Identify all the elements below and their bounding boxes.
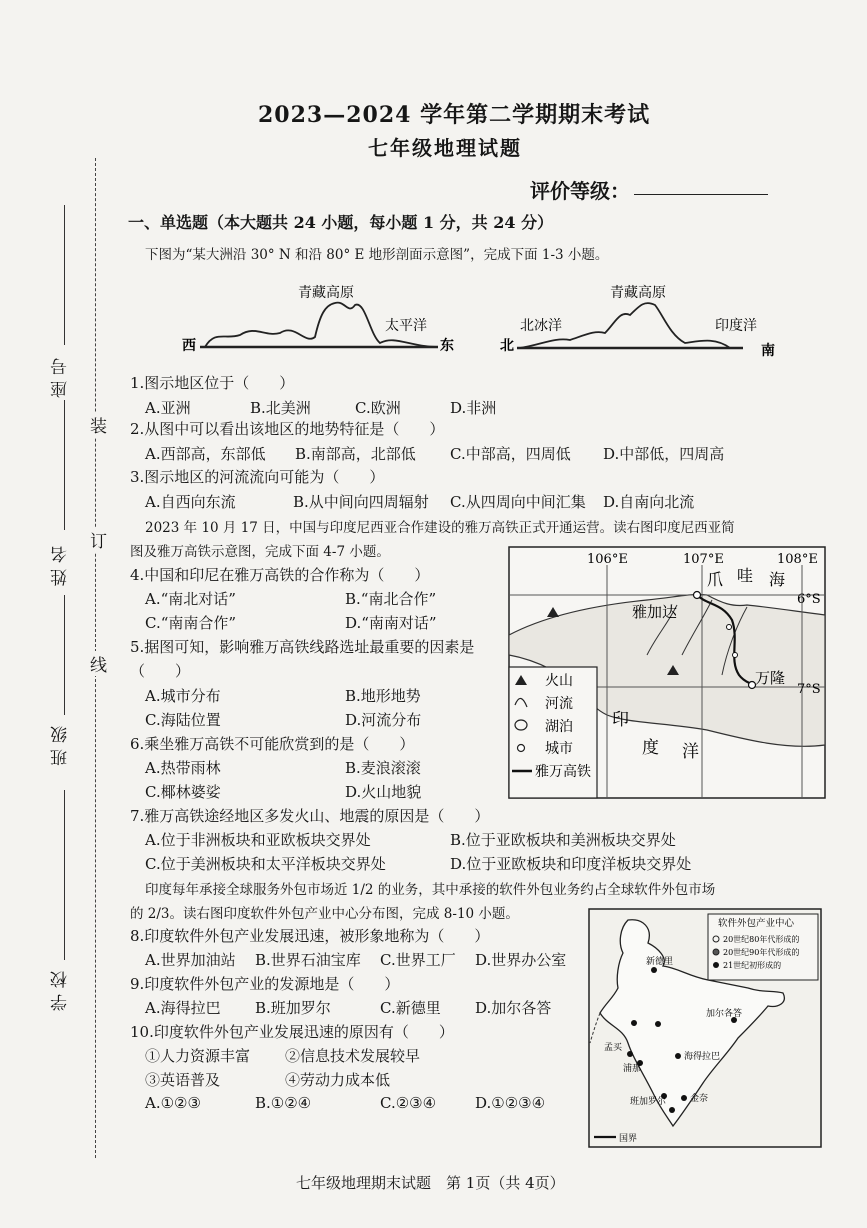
q8-option-a[interactable]: A.世界加油站 [145,951,236,969]
svg-text:浦那: 浦那 [623,1064,642,1074]
q10-item-1: ①人力资源丰富 [145,1047,251,1065]
passage-3-line-1: 印度每年承接全球服务外包市场近 1/2 的业务，其中承接的软件外包业务约占全球软件外包市场 [145,882,716,898]
svg-text:火山: 火山 [545,673,573,689]
svg-text:河流: 河流 [545,696,573,712]
svg-text:金奈: 金奈 [690,1094,709,1104]
svg-text:湖泊: 湖泊 [545,719,573,735]
q10-option-b[interactable]: B.①②④ [255,1094,312,1112]
q5-option-b[interactable]: B.地形地势 [345,687,421,705]
peak-label: 青藏高原 [298,285,354,301]
exam-subtitle: 七年级地理试题 [368,136,522,160]
q3-option-b[interactable]: B.从中间向四周辐射 [293,493,429,511]
q10-option-d[interactable]: D.①②③④ [475,1094,546,1112]
class-blank[interactable] [64,595,65,715]
seat-number-label: 座号 [51,352,71,398]
q5-option-a[interactable]: A.城市分布 [145,687,221,705]
question-4: 4.中国和印尼在雅万高铁的合作称为（ ） [130,566,430,584]
legend-90s-icon [713,949,719,955]
question-5: 5.据图可知，影响雅万高铁线路选址最重要的因素是 [130,638,475,656]
svg-text:21世纪初形成的: 21世纪初形成的 [723,961,782,970]
q3-option-d[interactable]: D.自南向北流 [603,493,695,511]
lon-108-label: 108°E [777,552,818,567]
q4-option-c[interactable]: C.“南南合作” [145,614,237,632]
exam-title: 2023—2024 学年第二学期期末考试 [258,102,651,128]
question-10: 10.印度软件外包产业发展迅速的原因有（ ） [130,1023,454,1041]
q10-option-c[interactable]: C.②③④ [380,1094,437,1112]
q2-option-a[interactable]: A.西部高，东部低 [145,445,266,463]
svg-text:新德里: 新德里 [646,957,674,967]
q6-option-d[interactable]: D.火山地貌 [345,783,422,801]
dot-icon [631,1020,637,1026]
q10-option-a[interactable]: A.①②③ [145,1094,201,1112]
passage-3-line-2: 的 2/3。读右图印度软件外包产业中心分布图，完成 8-10 小题。 [130,906,519,922]
q6-option-b[interactable]: B.麦浪滚滚 [345,759,421,777]
pacific-label: 太平洋 [385,318,427,334]
q4-option-d[interactable]: D.“南南对话” [345,614,437,632]
peak-label: 青藏高原 [610,285,666,301]
map2-legend-title: 软件外包产业中心 [718,918,795,929]
q7-option-d[interactable]: D.位于亚欧板块和印度洋板块交界处 [450,855,692,873]
svg-text:孟买: 孟买 [604,1043,623,1053]
city-new-delhi-dot [651,967,657,973]
bandung-label: 万隆 [755,669,786,687]
name-blank[interactable] [64,400,65,530]
q6-option-a[interactable]: A.热带雨林 [145,759,221,777]
profile-intro: 下图为“某大洲沿 30° N 和沿 80° E 地形剖面示意图”，完成下面 1-3 小题。 [145,247,609,263]
q10-item-3: ③英语普及 [145,1071,221,1089]
west-label: 西 [182,338,196,354]
page-footer: 七年级地理期末试题 第 1页（共 4页） [296,1174,565,1192]
svg-text:城市: 城市 [545,741,573,757]
school-blank[interactable] [64,790,65,960]
legend-2000s-icon [713,962,719,968]
city-icon [694,592,701,599]
city-icon [727,625,732,630]
q7-option-b[interactable]: B.位于亚欧板块和美洲板块交界处 [450,831,676,849]
q3-option-a[interactable]: A.自西向东流 [145,493,236,511]
svg-text:班加罗尔: 班加罗尔 [630,1097,667,1107]
q10-item-2: ②信息技术发展较早 [285,1047,421,1065]
jakarta-label: 雅加达 [632,603,678,621]
city-hyderabad-dot [675,1053,681,1059]
profile-80e-diagram [495,275,785,360]
section-heading: 一、单选题（本大题共 24 小题，每小题 1 分，共 24 分） [128,213,554,232]
lat-7-label: 7°S [797,682,821,697]
question-6: 6.乘坐雅万高铁不可能欣赏到的是（ ） [130,735,415,753]
question-5-blank: （ ） [130,662,191,680]
q3-option-c[interactable]: C.从四周向中间汇集 [450,493,586,511]
q1-option-d[interactable]: D.非洲 [450,399,497,417]
class-label: 班级 [51,720,71,766]
q9-option-b[interactable]: B.班加罗尔 [255,999,331,1017]
q5-option-c[interactable]: C.海陆位置 [145,711,221,729]
indonesia-map [507,545,827,800]
question-3: 3.图示地区的河流流向可能为（ ） [130,468,385,486]
north-label: 北 [500,338,514,354]
passage-2-line-2: 图及雅万高铁示意图，完成下面 4-7 小题。 [130,544,390,560]
name-label: 姓名 [51,540,71,586]
lat-6-label: 6°S [797,592,821,607]
lon-106-label: 106°E [587,552,628,567]
q9-option-a[interactable]: A.海得拉巴 [145,999,221,1017]
svg-text:国界: 国界 [619,1134,638,1144]
q7-option-a[interactable]: A.位于非洲板块和亚欧板块交界处 [145,831,371,849]
city-icon [733,653,738,658]
sea-char-1: 爪 [707,570,724,589]
q6-option-c[interactable]: C.椰林婆娑 [145,783,221,801]
indian-ocean-label: 印度洋 [715,318,757,334]
passage-2-line-1: 2023 年 10 月 17 日，中国与印度尼西亚合作建设的雅万高铁正式开通运营。读右图印度尼西亚简 [145,520,735,536]
india-software-map [588,908,822,1148]
question-2: 2.从图中可以看出该地区的地势特征是（ ） [130,420,445,438]
grade-label: 评价等级： [530,179,630,203]
question-9: 9.印度软件外包产业的发源地是（ ） [130,975,400,993]
south-label: 南 [761,343,775,359]
q2-option-c[interactable]: C.中部高，四周低 [450,445,571,463]
lon-107-label: 107°E [683,552,724,567]
profile-30n-diagram [170,275,480,355]
arctic-label: 北冰洋 [520,318,562,334]
binding-mark-zhuang: 装 [90,412,107,437]
q4-option-a[interactable]: A.“南北对话” [145,590,236,608]
q1-option-a[interactable]: A.亚洲 [145,399,191,417]
ocean-char-1: 印 [612,710,629,730]
q8-option-c[interactable]: C.世界工厂 [380,951,456,969]
question-8: 8.印度软件外包产业发展迅速，被形象地称为（ ） [130,927,490,945]
svg-text:20世纪90年代形成的: 20世纪90年代形成的 [723,948,800,957]
svg-text:海得拉巴: 海得拉巴 [684,1052,721,1062]
question-1: 1.图示地区位于（ ） [130,374,295,392]
ocean-char-3: 洋 [682,742,699,762]
dot-icon [655,1021,661,1027]
binding-mark-xian: 线 [90,651,107,676]
school-label: 学校 [51,965,71,1011]
ocean-char-2: 度 [642,738,659,758]
question-7: 7.雅万高铁途经地区多发火山、地震的原因是（ ） [130,807,490,825]
q4-option-b[interactable]: B.“南北合作” [345,590,437,608]
seat-number-blank[interactable] [64,205,65,345]
q9-option-c[interactable]: C.新德里 [380,999,441,1017]
q9-option-d[interactable]: D.加尔各答 [475,999,552,1017]
q10-item-4: ④劳动力成本低 [285,1071,391,1089]
svg-text:加尔各答: 加尔各答 [706,1009,743,1019]
grade-blank[interactable] [634,194,768,195]
q2-option-b[interactable]: B.南部高，北部低 [295,445,416,463]
svg-text:20世纪80年代形成的: 20世纪80年代形成的 [723,935,800,944]
city-mumbai-dot [627,1051,633,1057]
q8-option-d[interactable]: D.世界办公室 [475,951,567,969]
east-label: 东 [440,338,454,354]
q8-option-b[interactable]: B.世界石油宝库 [255,951,361,969]
city-icon [518,745,525,752]
binding-mark-ding: 订 [90,527,107,552]
q1-option-b[interactable]: B.北美洲 [250,399,311,417]
sea-char-2: 哇 [737,566,754,585]
dot-icon [669,1107,675,1113]
q5-option-d[interactable]: D.河流分布 [345,711,422,729]
svg-text:雅万高铁: 雅万高铁 [535,764,591,780]
q7-option-c[interactable]: C.位于美洲板块和太平洋板块交界处 [145,855,386,873]
city-chennai-dot [681,1095,687,1101]
q1-option-c[interactable]: C.欧洲 [355,399,401,417]
q2-option-d[interactable]: D.中部低，四周高 [603,445,725,463]
sea-char-3: 海 [769,570,786,589]
